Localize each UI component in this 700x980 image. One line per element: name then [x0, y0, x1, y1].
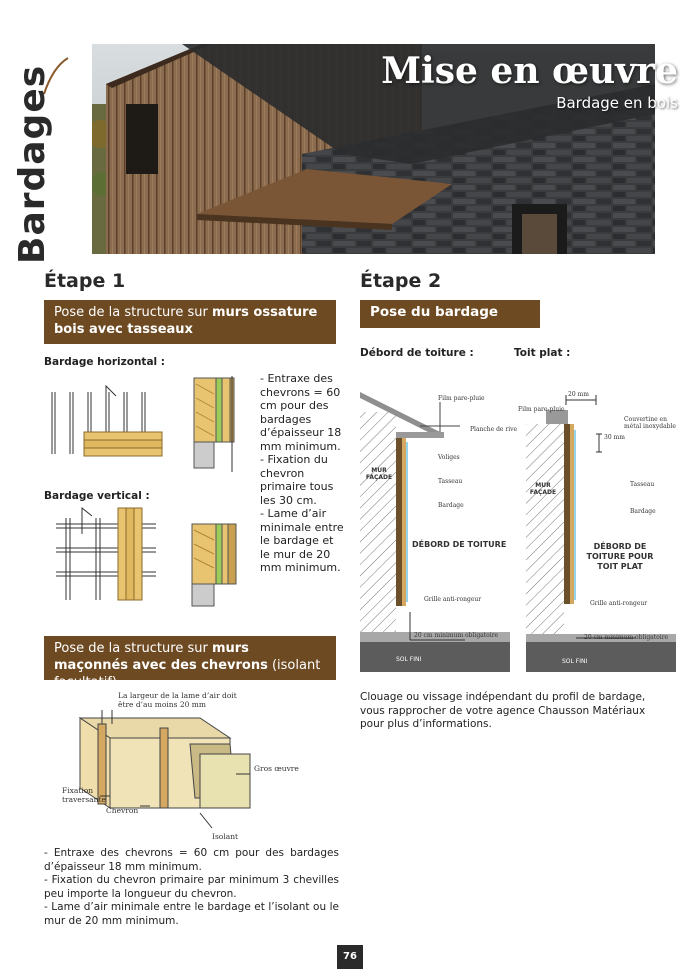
right-mur: MUR FAÇADE [529, 482, 557, 496]
right-sol: SOL FINI [562, 658, 588, 665]
step1-banner-masonry [44, 636, 336, 690]
hero-subtitle: Bardage en bois [556, 94, 678, 112]
banner2-suffix: (isolant facultatif) [54, 658, 321, 690]
left-bardage: Bardage [438, 502, 464, 509]
left-film: Film pare-pluie [438, 395, 485, 402]
step1-bottom-text [44, 847, 339, 928]
step2-banner: Pose du bardage [360, 300, 540, 328]
horizontal-section-detail [186, 376, 242, 472]
hero-title: Mise en œuvre [381, 50, 678, 92]
masonry-chevron-diagram [60, 688, 340, 838]
label-isolant: Isolant [212, 832, 239, 841]
right-tasseau: Tasseau [630, 481, 655, 488]
right-min: 20 cm minimum obligatoire [584, 634, 669, 641]
step1-title: Étape 1 [44, 270, 126, 292]
roof-overhang-section [360, 372, 510, 672]
right-dim-side: 30 mm [604, 434, 625, 441]
right-grille: Grille anti-rongeur [590, 600, 648, 607]
left-min: 20 cm minimum obligatoire [414, 632, 499, 639]
step1-bullet-list [260, 372, 345, 575]
label-chevron: Chevron [106, 806, 139, 815]
step1-bottom-3: - Lame d’air minimale entre le bardage et l’isolant ou le mur de 20 mm minimum. [44, 901, 339, 927]
label-gros-oeuvre: Gros œuvre [254, 764, 299, 773]
left-grille: Grille anti-rongeur [424, 596, 482, 603]
vertical-section-detail [186, 520, 242, 610]
side-title: Bardages [12, 64, 53, 264]
label-horizontal-cladding: Bardage horizontal : [44, 356, 165, 368]
vertical-cladding-diagram [56, 504, 166, 604]
banner2-prefix: Pose de la structure sur [54, 641, 212, 656]
step1-bottom-1: - Entraxe des chevrons = 60 cm pour des bardages d’épaisseur 18 mm minimum. [44, 847, 339, 873]
left-planche: Planche de rive [470, 426, 518, 433]
left-volige: Voliges [438, 454, 460, 461]
right-dim-top: 20 mm [568, 391, 589, 398]
step1-bullet-2: - Fixation du chevron primaire tous les 30 cm. [260, 453, 334, 507]
label-air-gap: La largeur de la lame d’air doit être d’au moins 20 mm [118, 691, 237, 709]
step1-banner-wood-frame [44, 300, 336, 344]
banner1-bold: murs ossature bois avec tasseaux [54, 305, 318, 337]
step1-bullet-3: - Lame d’air minimale entre le bardage et le mur de 20 mm minimum. [260, 507, 344, 574]
left-caption: DÉBORD DE TOITURE [412, 540, 507, 549]
flat-roof-section [526, 390, 676, 672]
right-bardage: Bardage [630, 508, 656, 515]
horizontal-cladding-diagram [44, 372, 169, 462]
left-tasseau: Tasseau [438, 478, 463, 485]
left-mur: MUR FAÇADE [365, 467, 393, 481]
right-caption: DÉBORD DE TOITURE POUR TOIT PLAT [586, 542, 654, 571]
step2-note: Clouage ou vissage indépendant du profil de bardage, vous rapprocher de votre agence Chausson Matériaux pour plus d’informations. [360, 691, 646, 730]
step1-bottom-2: - Fixation du chevron primaire par minimum 3 chevilles peu importe la longueur du chevron. [44, 874, 339, 900]
label-flat-roof: Toit plat : [514, 347, 571, 359]
left-sol: SOL FINI [396, 656, 422, 663]
right-couvertine: Couvertine en métal inoxydable [624, 416, 676, 430]
right-film: Film pare-pluie [518, 406, 565, 413]
banner1-prefix: Pose de la structure sur [54, 305, 212, 320]
page-number: 76 [337, 945, 363, 969]
step2-title: Étape 2 [360, 270, 442, 292]
label-vertical-cladding: Bardage vertical : [44, 490, 150, 502]
label-fixation: Fixation traversante [62, 786, 106, 804]
label-roof-overhang: Débord de toiture : [360, 347, 474, 359]
step1-bullet-1: - Entraxe des chevrons = 60 cm pour des bardages d’épaisseur 18 mm minimum. [260, 372, 342, 453]
banner2-bold: murs maçonnés avec des chevrons [54, 641, 268, 673]
